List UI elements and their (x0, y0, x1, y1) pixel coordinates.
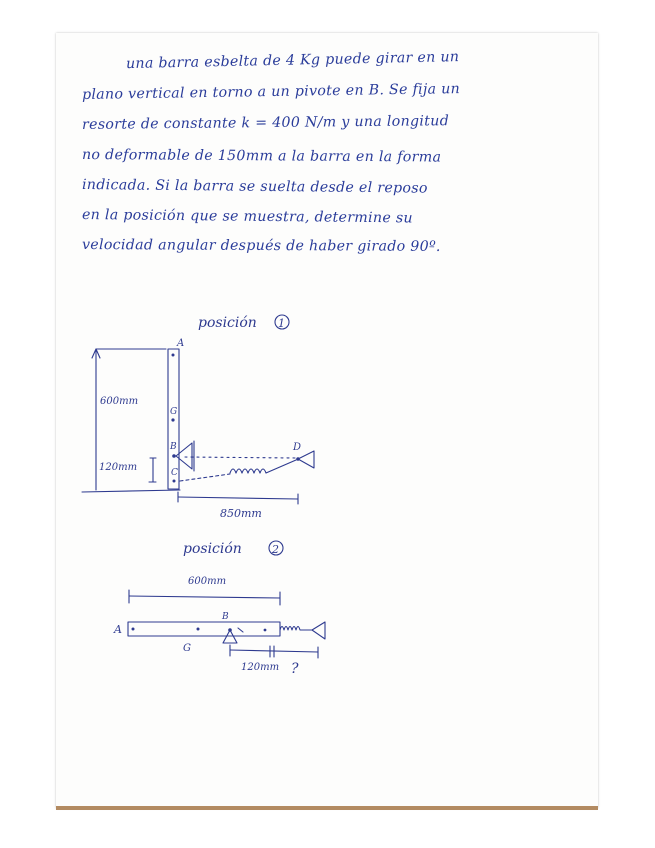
figure1-label-g: G (170, 407, 178, 417)
problem-line-5: indicada. Si la barra se suelta desde el reposo (81, 177, 428, 197)
figure2-point-g (197, 628, 200, 631)
figure-position-1 (82, 315, 314, 520)
figure1-label-c: C (171, 468, 178, 478)
problem-line-4: no deformable de 150mm a la barra en la forma (81, 147, 442, 166)
figure2-dim-600-line (129, 596, 280, 598)
figure2-number: 2 (272, 543, 279, 556)
figure1-dim-850-label: 850mm (220, 507, 262, 520)
problem-line-6: en la posición que se muestra, determine su (81, 207, 413, 227)
figure1-dim-120-bracket (149, 458, 156, 482)
figure2-spring (280, 627, 312, 631)
figure1-guide-line (185, 457, 295, 458)
figure1-dim-600-label: 600mm (100, 396, 139, 407)
figure2-dim-600-label: 600mm (188, 576, 227, 587)
problem-line-1: una barra esbelta de 4 Kg puede girar en un (125, 49, 460, 73)
figure2-dim-120-label: 120mm (241, 662, 280, 673)
figure2-label-a: A (114, 623, 122, 636)
figure1-title: posición (198, 315, 257, 331)
figure1-point-b (172, 454, 176, 458)
figure1-spring (230, 460, 296, 473)
figure2-title: posición (183, 541, 242, 557)
figure2-point-a (132, 628, 135, 631)
figure1-cable (180, 474, 230, 481)
figure2-point-c (264, 629, 267, 632)
figure1-dim-120-label: 120mm (99, 462, 138, 473)
figure2-unknown-label: ? (291, 661, 299, 677)
figure2-label-b: B (222, 612, 229, 622)
figure1-anchor-support (298, 451, 314, 468)
figure1-ground (82, 490, 180, 492)
figure1-label-b: B (170, 442, 177, 452)
figure-position-2 (113, 541, 325, 677)
problem-line-7: velocidad angular después de haber girado 90º. (81, 237, 441, 255)
figure1-label-a: A (177, 338, 185, 349)
figure2-label-g: G (183, 643, 191, 654)
figure1-point-a (172, 354, 175, 357)
figure1-pivot-support (176, 443, 192, 469)
figure1-dim-850-line (178, 497, 298, 499)
figure1-number: 1 (278, 317, 285, 330)
figure2-pivot-tick (238, 628, 243, 632)
figure1-label-d: D (293, 442, 302, 453)
figure1-point-g (171, 418, 174, 421)
figure2-anchor-support (312, 622, 325, 639)
problem-line-3: resorte de constante k = 400 N/m y una longitud (81, 113, 450, 133)
figure2-bar (128, 622, 280, 636)
figure1-point-c (173, 480, 176, 483)
problem-line-2: plano vertical en torno a un pivote en B. Se fija un (81, 81, 461, 103)
